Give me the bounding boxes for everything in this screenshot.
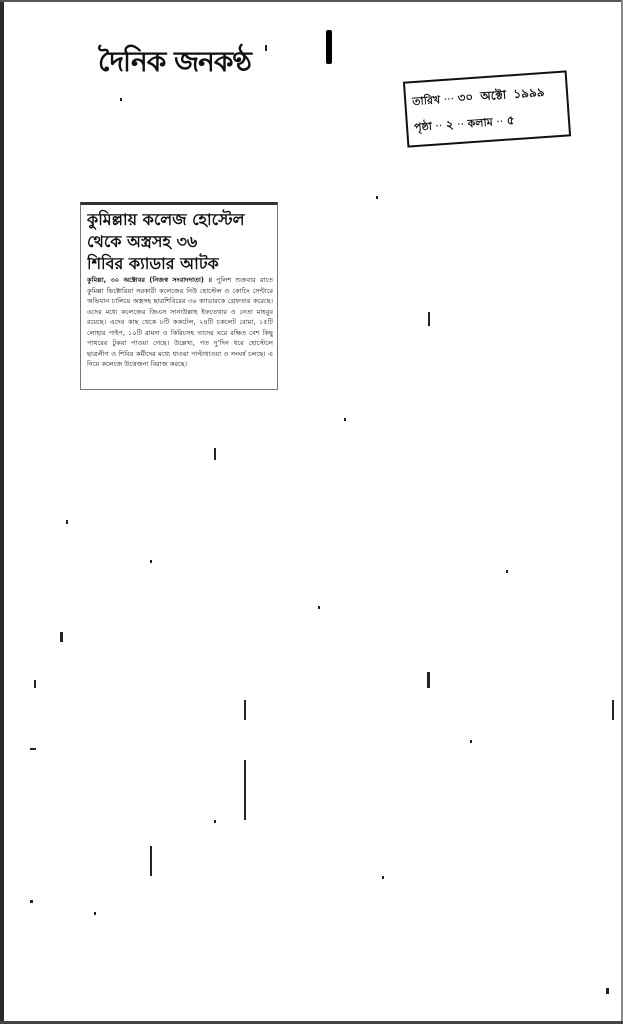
headline-line: থেকে অস্ত্রসহ ৩৬ bbox=[87, 232, 198, 251]
stamp-page-value: ২ bbox=[445, 117, 455, 132]
headline-line: কুমিল্লায় কলেজ হোস্টেল bbox=[87, 210, 245, 229]
stamp-column-label: কলাম bbox=[467, 115, 494, 131]
headline-line: শিবির ক্যাডার আটক bbox=[87, 254, 219, 273]
article-text: পুলিশ শুক্রবার রাতে কুমিল্লা ভিক্টোরিয়া সরকারী কলেজের নিউ হোস্টেল ও কোচিং সেন্টারে অভিযান চালিয়ে অস্ত্রসহ ছাত্রশিবিরের ৩৬ ক্যাডারকে গ্রেফতার করেছে। এদের মধ্যে কলেজের জিএস সানাউল্লাহ ইফতেখার ও নেতা মাহবুব রয়েছে। এদের কাছ থেকে ৮টি ককটেল, ২৪টি চকলেট বোমা, ১৫টি লোহার পাইপ, ১০টি রামদা ও কিরিচসহ তাদের ঘরে রক্ষিত বেশ কিছু পাথরের টুকরা পাওয়া গেছে। উল্লেখ্য, গত দু’দিন ধরে হোস্টেলে ছাত্রলীগ ও শিবির কর্মীদের মধ্যে ধাওয়া পাল্টাধাওয়া ও সংঘর্ষ চলছে। এ নিয়ে কলেজে উত্তেজনা বিরাজ করছে। bbox=[87, 276, 274, 368]
stamp-page-label: পৃষ্ঠা bbox=[413, 119, 433, 135]
stamp-date-row: তারিখ ··· ৩০ অক্টো ১৯৯৯ bbox=[411, 84, 545, 109]
newspaper-masthead: দৈনিক জনকণ্ঠ bbox=[98, 45, 251, 78]
stamp-date-value: ৩০ অক্টো ১৯৯৯ bbox=[457, 84, 545, 106]
stamp-column-value: ৫ bbox=[506, 113, 515, 128]
stamp-date-label: তারিখ bbox=[411, 93, 441, 109]
stamp-page-row: পৃষ্ঠা ·· ২ ·· কলাম ·· ৫ bbox=[413, 113, 515, 135]
article-dateline: কুমিল্লা, ৩০ অক্টোবর (নিজস্ব সংবাদদাতা) ॥ bbox=[87, 276, 212, 284]
